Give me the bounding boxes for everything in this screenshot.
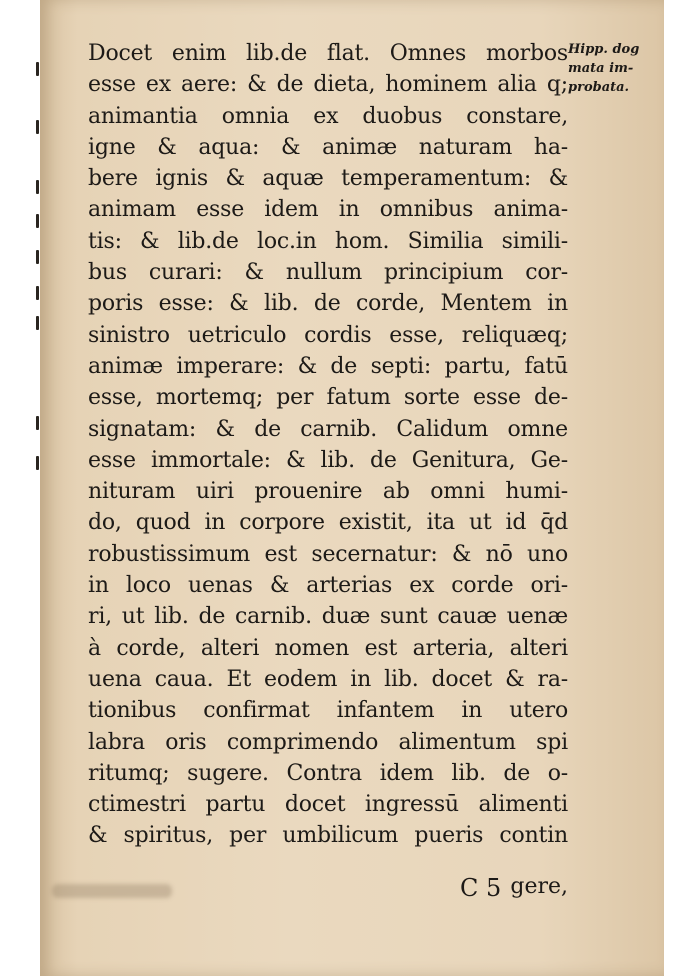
margin-tick: [36, 316, 39, 330]
text-line: poris esse: & lib. de corde, Mentem in: [88, 291, 568, 317]
text-line: animæ imperare: & de septi: partu, fatū: [88, 353, 568, 379]
footer-line: [88, 872, 568, 906]
margin-tick: [36, 286, 39, 300]
margin-tick: [36, 250, 39, 264]
margin-tick: [36, 214, 39, 228]
margin-tick: [36, 120, 39, 134]
signature-mark: C 5: [460, 874, 502, 902]
text-line: do, quod in corpore existit, ita ut id q̄d: [88, 510, 568, 536]
text-line: signatam: & de carnib. Calidum omne: [88, 416, 568, 442]
text-line: in loco uenas & arterias ex corde ori-: [88, 573, 568, 599]
text-line: labra oris comprimendo alimentum spi: [88, 729, 568, 755]
text-line: robustissimum est secernatur: & nō uno: [88, 541, 568, 567]
margin-tick: [36, 62, 39, 76]
text-line: animantia omnia ex duobus constare,: [88, 103, 568, 129]
text-line: esse ex aere: & de dieta, hominem alia q;: [88, 72, 568, 98]
text-line: ri, ut lib. de carnib. duæ sunt cauæ uenæ: [88, 604, 568, 630]
text-line: ctimestri partu docet ingressū alimenti: [88, 792, 568, 818]
marginal-note: [568, 40, 658, 97]
text-line: sinistro uetriculo cordis esse, reliquæq;: [88, 322, 568, 348]
margin-tick: [36, 456, 39, 470]
marginal-note-line: probata.: [568, 80, 630, 95]
margin-tick: [36, 180, 39, 194]
text-line: esse, mortemq; per fatum sorte esse de-: [88, 385, 568, 411]
text-line: & spiritus, per umbilicum pueris contin: [88, 823, 568, 849]
marginal-note-line: Hipp. dog: [568, 42, 640, 57]
text-line: à corde, alteri nomen est arteria, alteri: [88, 635, 568, 661]
text-line: bus curari: & nullum principium cor-: [88, 260, 568, 286]
text-line: igne & aqua: & animæ naturam ha-: [88, 134, 568, 160]
text-line: bere ignis & aquæ temperamentum: &: [88, 166, 568, 192]
text-line: animam esse idem in omnibus anima-: [88, 197, 568, 223]
margin-tick: [36, 416, 39, 430]
marginal-note-line: mata im-: [568, 61, 634, 76]
text-line: uena caua. Et eodem in lib. docet & ra-: [88, 666, 568, 692]
text-line: esse immortale: & lib. de Genitura, Ge-: [88, 447, 568, 473]
page-edge: [0, 0, 40, 976]
text-line: Docet enim lib.de flat. Omnes morbos: [88, 41, 568, 66]
catchword: gere,: [510, 874, 568, 899]
body-text: [88, 38, 568, 852]
text-line: ritumq; sugere. Contra idem lib. de o-: [88, 760, 568, 786]
text-line: nituram uiri prouenire ab omni humi-: [88, 479, 568, 505]
text-line: tionibus confirmat infantem in utero: [88, 698, 568, 724]
text-line: tis: & lib.de loc.in hom. Similia simili-: [88, 228, 568, 254]
